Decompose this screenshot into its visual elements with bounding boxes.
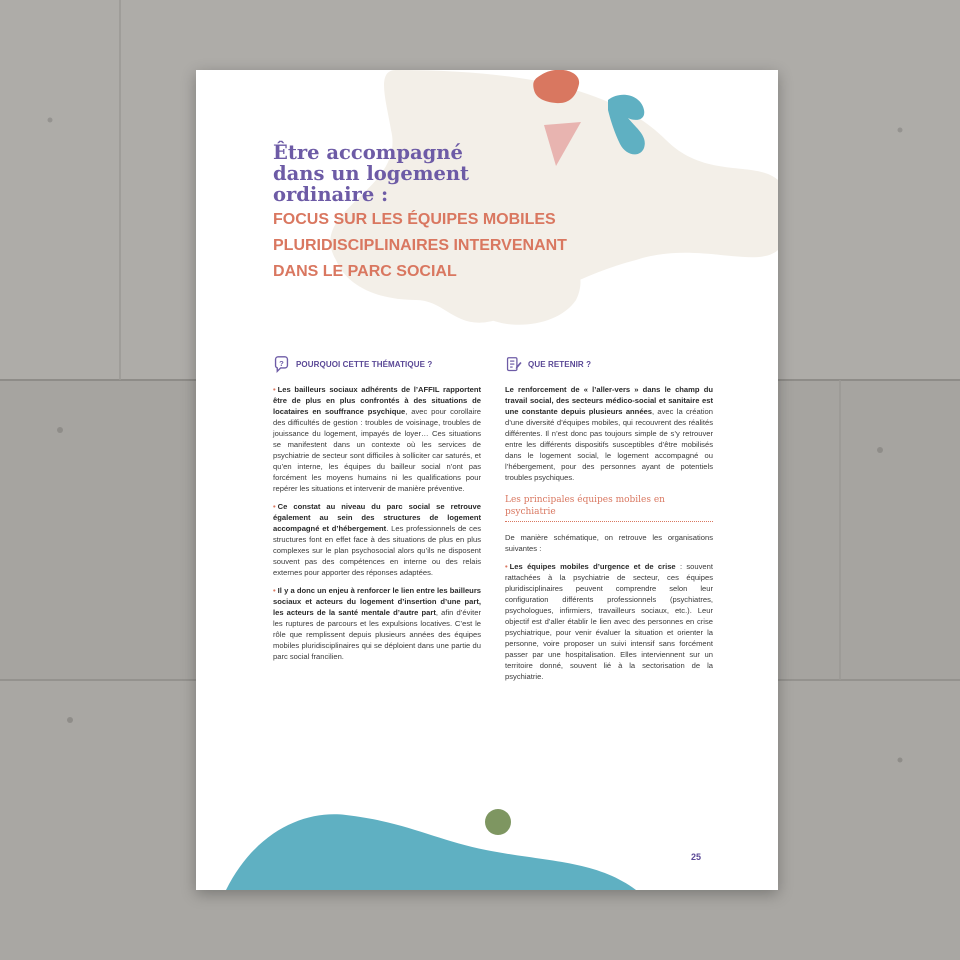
left-bullet-1-bold: Les bailleurs sociaux adhérents de l’AFFIL rapportent être de plus en plus confrontés à des situations de locataires en souffrance psychique (273, 385, 481, 416)
svg-text:?: ? (279, 358, 284, 368)
right-paragraph-2: De manière schématique, on retrouve les organisations suivantes : (505, 533, 713, 553)
left-bullet-2: • Ce constat au niveau du parc social se retrouve également au sein des structures de logement accompagné et d’hébergement. Les professionnels de ces structures font en effet face à des situations de plus en plus complexes sur le plan psychosocial alors qu’ils ne disposent souvent pas des compétences en interne ou des relais externes pour apporter des réponses adaptées. (273, 502, 482, 577)
left-bullet-1-text: , avec pour corollaire des difficultés de gestion : troubles de voisinage, troubles de jouissance du logement, impayés de loyer… Ces situations se manifestent dans un contexte où les services de psychiatrie de secteur sont difficiles à solliciter car saturés, et qu’en interne, les équipes du bailleur social n’ont pas forcément les moyens humains ni les qualifications pour repérer les situations et intervenir de manière préventive. (273, 407, 481, 493)
right-paragraph-1 (505, 384, 713, 483)
left-bullet-1: • Les bailleurs sociaux adhérents de l’AFFIL rapportent être de plus en plus confrontés à des situations de locataires en souffrance psychique, avec pour corollaire des difficultés de gestion : troubles de voisinage, troubles de jouissance du logement, impayés de loyer… Ces situations se manifestent dans un contexte où les services de psychiatrie de secteur sont difficiles à solliciter car saturés, et qu’en interne, les équipes du bailleur social n’ont pas forcément les moyens humains ni les qualifications pour repérer les situations et intervenir de manière préventive. (273, 385, 481, 493)
left-bullet-2-bold: Ce constat au niveau du parc social se retrouve également au sein des structures de logement accompagné et d’hébergement (273, 502, 481, 533)
subtitle-line: FOCUS SUR LES ÉQUIPES MOBILES (273, 211, 556, 228)
left-heading (273, 354, 481, 374)
page-number: 25 (690, 852, 701, 862)
right-paragraph-1-bold: Le renforcement de « l’aller-vers » dans le champ du travail social, des secteurs médico-social et sanitaire est une constante depuis plusieurs années (505, 385, 713, 416)
title-serif (273, 142, 593, 205)
question-bubble-icon (273, 356, 290, 373)
brochure-page (196, 70, 778, 890)
left-bullet-3-bold: Il y a donc un enjeu à renforcer le lien entre les bailleurs sociaux et acteurs du logement d’insertion d’une part, les acteurs de la santé mentale d’autre part (273, 586, 481, 617)
left-bullet-3-text: , afin d’éviter les ruptures de parcours et les expulsions locatives. C’est le rôle que remplissent depuis plusieurs années des équipes mobiles pluridisciplinaires qui se déploient dans une partie du parc social francilien. (273, 608, 481, 661)
olive-dot (485, 809, 511, 835)
left-bullet-2-text: . Les professionnels de ces structures font en effet face à des situations de plus en plus complexes sur le plan psychosocial alors qu’ils ne disposent souvent pas des compétences en interne ou des relais externes pour apporter des réponses adaptées. (273, 524, 482, 577)
title-line: dans un logement (273, 162, 470, 185)
left-column (273, 354, 481, 669)
right-bullet-1: • Les équipes mobiles d’urgence et de crise : souvent rattachées à la psychiatrie de secteur, ces équipes pluridisciplinaires peuvent comprendre selon leur configuration différents professionnels (psychiatres, psychologues, infirmiers, travailleurs sociaux, etc.). Leur objectif est d’aller établir le lien avec des personnes en crise psychiatrique, pour venir évaluer la situation et orienter la personne, voire proposer un suivi intensif sans forcément passer par une hospitalisation. Elles interviennent sur un territoire donné, souvent lié à la sectorisation de la psychiatrie. (505, 562, 713, 681)
right-bullet-1-bold: Les équipes mobiles d’urgence et de crise (509, 562, 676, 571)
left-heading-label: POURQUOI CETTE THÉMATIQUE ? (296, 359, 433, 369)
title-line: Être accompagné (273, 141, 463, 164)
right-heading-label: QUE RETENIR ? (528, 359, 592, 369)
title-subtitle (273, 207, 593, 285)
title-line: ordinaire : (273, 183, 389, 206)
checklist-icon (505, 356, 522, 373)
page-title (273, 142, 593, 285)
right-subheading: Les principales équipes mobiles en psychiatrie (505, 495, 713, 522)
right-paragraph-1-text: , avec la création d’une diversité d’équipes mobiles, qui recouvrent des réalités différentes. Il n’est donc pas toujours simple de s’y retrouver entre les différents dispositifs susceptibles d’être mobilisés dans le logement social, le logement accompagné ou l’hébergement, pour des personnes ayant de potentiels troubles psychiques. (505, 407, 713, 482)
right-bullet-1-text: : souvent rattachées à la psychiatrie de secteur, ces équipes pluridisciplinaires peuvent comprendre selon leur configuration différents professionnels (psychiatres, psychologues, infirmiers, travailleurs sociaux, etc.). Leur objectif est d’aller établir le lien avec des personnes en crise psychiatrique, pour venir évaluer la situation et orienter la personne, voire proposer un suivi intensif sans forcément passer par une hospitalisation. Elles interviennent sur un territoire donné, souvent lié à la sectorisation de la psychiatrie. (505, 562, 713, 681)
left-bullet-3: • Il y a donc un enjeu à renforcer le lien entre les bailleurs sociaux et acteurs du logement d’insertion d’une part, les acteurs de la santé mentale d’autre part, afin d’éviter les ruptures de parcours et les expulsions locatives. C’est le rôle que remplissent depuis plusieurs années des équipes mobiles pluridisciplinaires qui se déploient dans une partie du parc social francilien. (273, 586, 481, 661)
right-heading (505, 354, 713, 374)
teal-wave (226, 814, 636, 890)
subtitle-line: PLURIDISCIPLINAIRES INTERVENANT (273, 237, 567, 254)
subtitle-line: DANS LE PARC SOCIAL (273, 263, 457, 280)
right-column (505, 354, 713, 689)
